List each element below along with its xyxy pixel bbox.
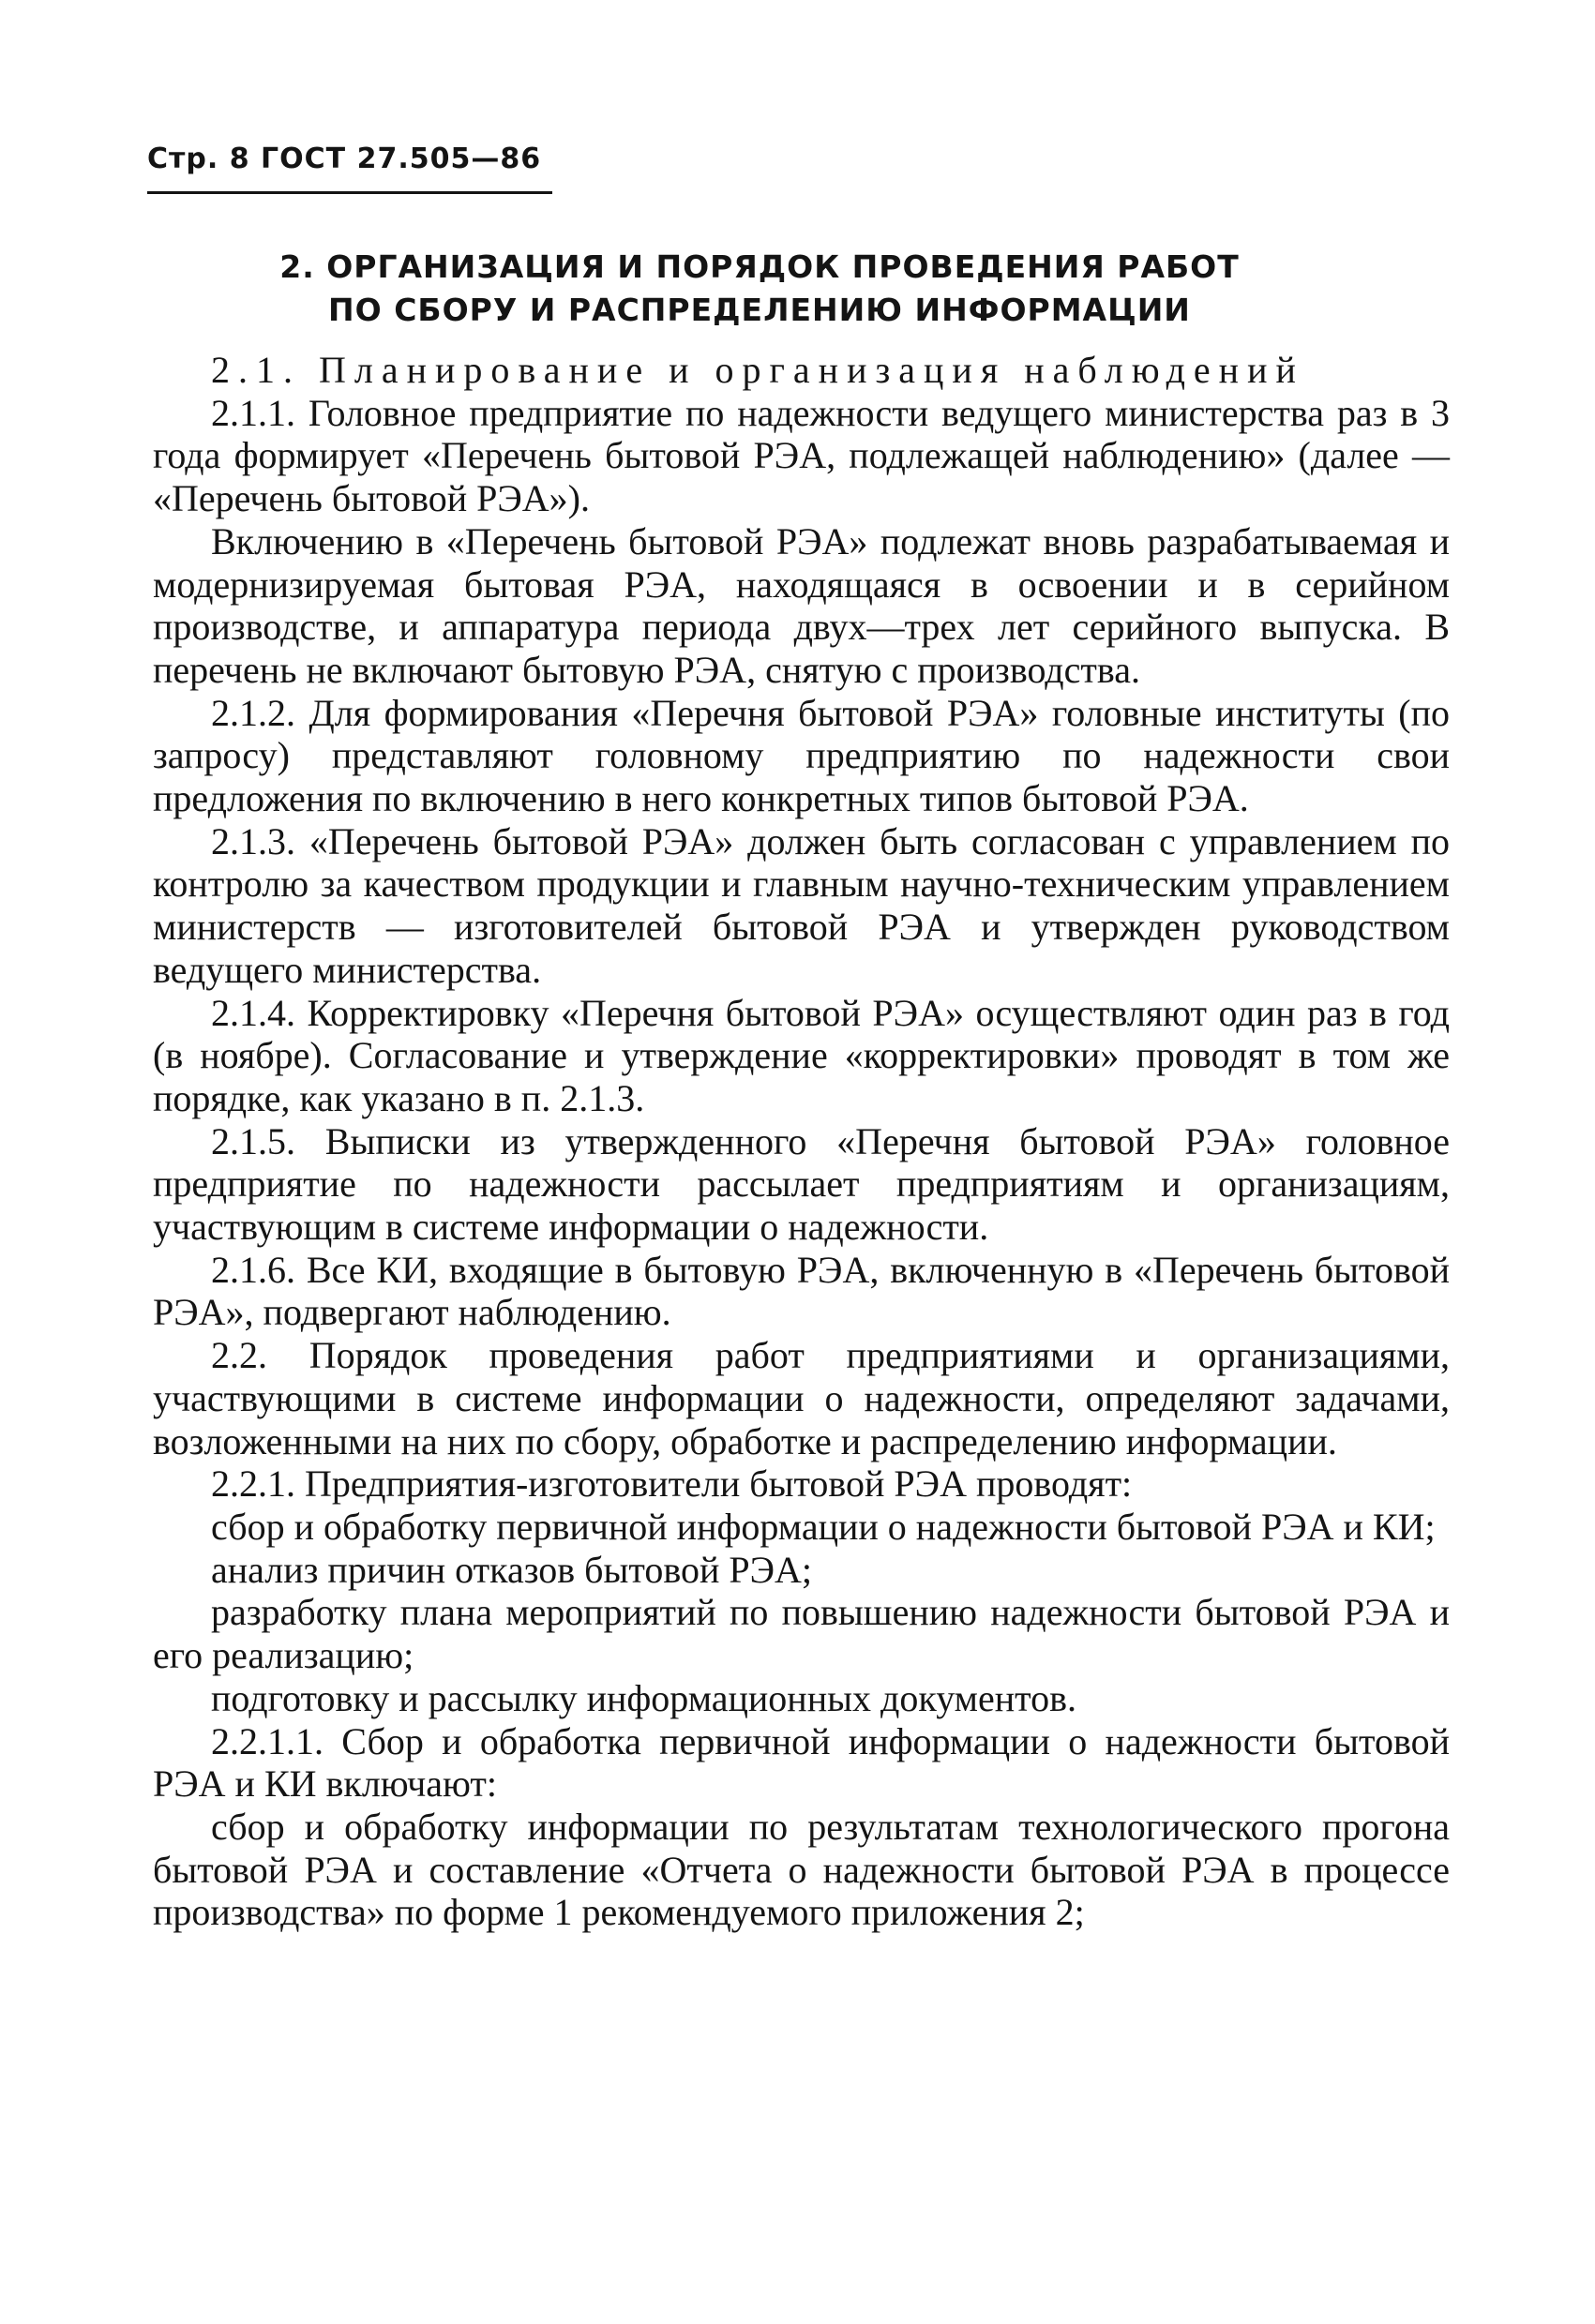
header-rule [147,191,552,194]
body-text [153,349,1450,1934]
paragraph: 2.2. Порядок проведения работ предприятиями и организациями, участвующими в системе информации о надежности, определяют задачами, возложенными на них по сбору, обработке и распределению информации. [153,1334,1450,1462]
section-title-line-2: ПО СБОРУ И РАСПРЕДЕЛЕНИЮ ИНФОРМАЦИИ [328,292,1191,328]
paragraph: 2.2.1. Предприятия-изготовители бытовой РЭА проводят: [211,1462,1133,1506]
section-title-line-1: 2. ОРГАНИЗАЦИЯ И ПОРЯДОК ПРОВЕДЕНИЯ РАБОТ [279,248,1240,285]
paragraph: 2.2.1.1. Сбор и обработка первичной информации о надежности бытовой РЭА и КИ включают: [153,1719,1450,1806]
section-title [216,246,1303,332]
paragraph: 2.1.5. Выписки из утвержденного «Перечня бытовой РЭА» головное предприятие по надежности рассылает предприятиям и организациям, участвующим в системе информации о надежности. [153,1119,1450,1249]
list-item: анализ причин отказов бытовой РЭА; [211,1548,813,1591]
subsection-heading: 2.1. Планирование и организация наблюдений [211,349,1304,391]
list-item: разработку плана мероприятий по повышению надежности бытовой РЭА и его реализацию; [153,1591,1450,1677]
paragraph: Включению в «Перечень бытовой РЭА» подлежат вновь разрабатываемая и модернизируемая бытовая РЭА, находящаяся в освоении и в серийном производстве, и аппаратура периода двух—трех лет серийного выпуска. В перечень не включают бытовую РЭА, снятую с производства. [153,519,1450,691]
list-item: сбор и обработку информации по результатам технологического прогона бытовой РЭА и составление «Отчета о надежности бытовой РЭА в процессе производства» по форме 1 рекомендуемого приложения 2; [153,1805,1450,1934]
paragraph: 2.1.6. Все КИ, входящие в бытовую РЭА, включенную в «Перечень бытовой РЭА», подвергают наблюдению. [153,1248,1450,1334]
paragraph: 2.1.4. Корректировку «Перечня бытовой РЭА» осуществляют один раз в год (в ноябре). Согласование и утверждение «корректировки» проводят в том же порядке, как указано в п. 2.1.3. [153,991,1450,1119]
list-item: сбор и обработку первичной информации о надежности бытовой РЭА и КИ; [211,1505,1436,1548]
paragraph: 2.1.3. «Перечень бытовой РЭА» должен быть согласован с управлением по контролю за качеством продукции и главным научно-техническим управлением министерств — изготовителей бытовой РЭА и утвержден руководством ведущего министерства. [153,819,1450,991]
page-header: Стр. 8 ГОСТ 27.505—86 [147,142,542,175]
list-item: подготовку и рассылку информационных документов. [211,1676,1076,1719]
paragraph: 2.1.2. Для формирования «Перечня бытовой РЭА» головные институты (по запросу) представляют головному предприятию по надежности свои предложения по включению в него конкретных типов бытовой РЭА. [153,691,1450,820]
paragraph: 2.1.1. Головное предприятие по надежности ведущего министерства раз в 3 года формирует «Перечень бытовой РЭА, подлежащей наблюдению» (далее — «Перечень бытовой РЭА»). [153,391,1450,520]
